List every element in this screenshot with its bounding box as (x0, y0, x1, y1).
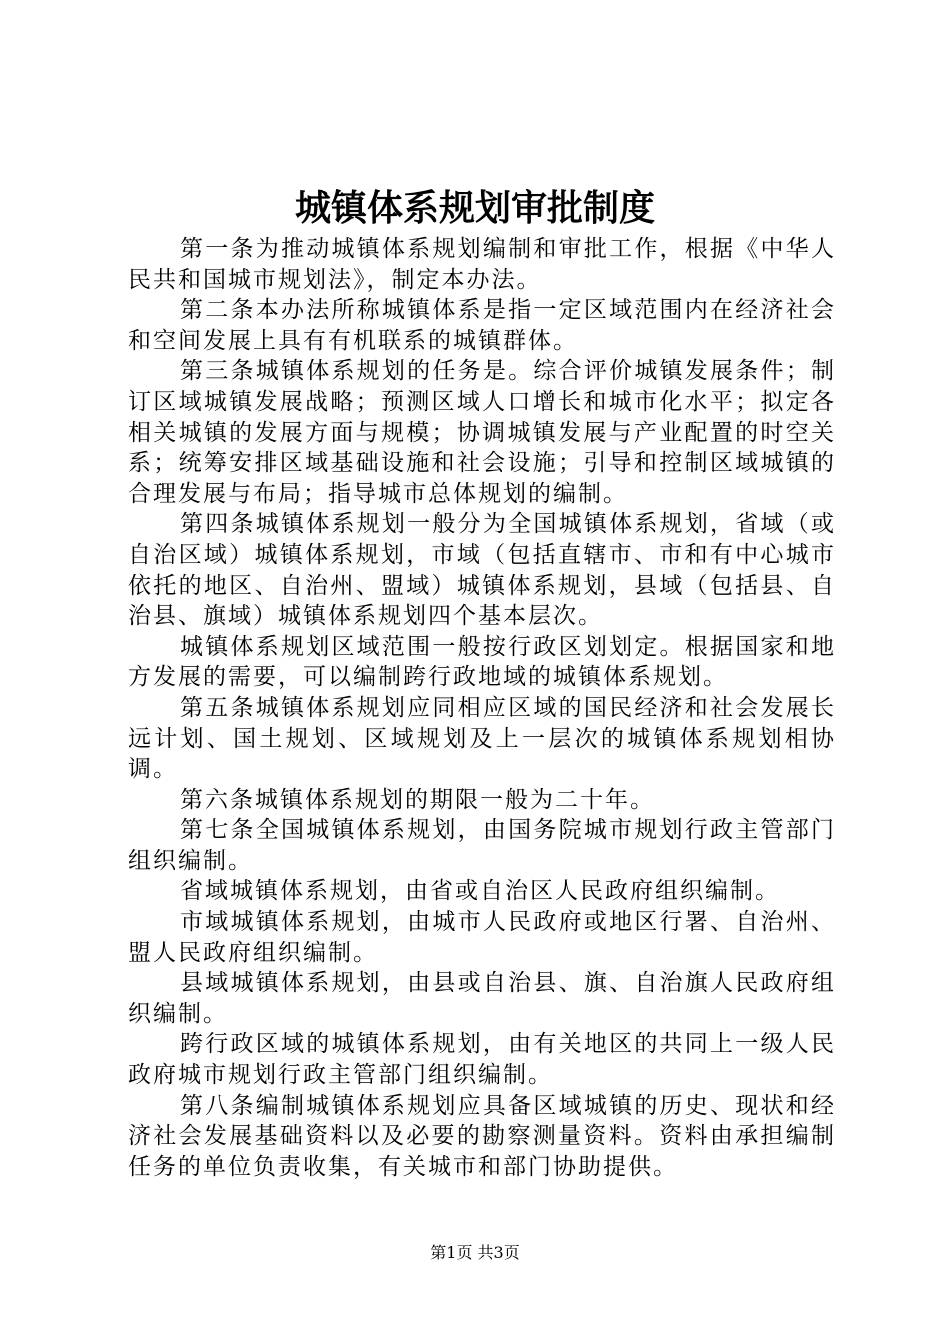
paragraph-article-5: 第五条城镇体系规划应同相应区域的国民经济和社会发展长远计划、国土规划、区域规划及上一层次的城镇体系规划相协调。 (128, 694, 836, 783)
paragraph-article-7: 第七条全国城镇体系规划，由国务院城市规划行政主管部门组织编制。 (128, 817, 836, 874)
document-title: 城镇体系规划审批制度 (294, 187, 655, 229)
paragraph-article-8: 第八条编制城镇体系规划应具备区域城镇的历史、现状和经济社会发展基础资料以及必要的勘察测量资料。资料由承担编制任务的单位负责收集，有关城市和部门协助提供。 (128, 1092, 836, 1180)
paragraph-article-4: 第四条城镇体系规划一般分为全国城镇体系规划，省域（或自治区域）城镇体系规划，市域（包括直辖市、市和有中心城市依托的地区、自治州、盟域）城镇体系规划，县域（包括县、自治县、旗域）城镇体系规划四个基本层次。 (128, 511, 836, 630)
paragraph-article-7-county: 县域城镇体系规划，由县或自治县、旗、自治旗人民政府组织编制。 (128, 970, 836, 1027)
paragraph-article-7-province: 省域城镇体系规划，由省或自治区人民政府组织编制。 (180, 878, 780, 905)
document-body (128, 234, 836, 1182)
paragraph-article-4-scope: 城镇体系规划区域范围一般按行政区划划定。根据国家和地方发展的需要，可以编制跨行政地域的城镇体系规划。 (128, 633, 836, 691)
paragraph-article-1: 第一条为推动城镇体系规划编制和审批工作，根据《中华人民共和国城市规划法》，制定本办法。 (128, 236, 836, 293)
page-indicator: 第1页 共3页 (430, 1243, 520, 1262)
paragraph-article-7-city: 市域城镇体系规划，由城市人民政府或地区行署、自治州、盟人民政府组织编制。 (128, 909, 836, 966)
paragraph-article-3: 第三条城镇体系规划的任务是。综合评价城镇发展条件；制订区域城镇发展战略；预测区域人口增长和城市化水平；拟定各相关城镇的发展方面与规模；协调城镇发展与产业配置的时空关系；统筹安排区域基础设施和社会设施；引导和控制区域城镇的合理发展与布局；指导城市总体规划的编制。 (128, 358, 836, 507)
paragraph-article-7-cross-region: 跨行政区域的城镇体系规划，由有关地区的共同上一级人民政府城市规划行政主管部门组织编制。 (128, 1031, 836, 1089)
paragraph-article-6: 第六条城镇体系规划的期限一般为二十年。 (180, 786, 655, 813)
paragraph-article-2: 第二条本办法所称城镇体系是指一定区域范围内在经济社会和空间发展上具有有机联系的城镇群体。 (128, 297, 836, 354)
